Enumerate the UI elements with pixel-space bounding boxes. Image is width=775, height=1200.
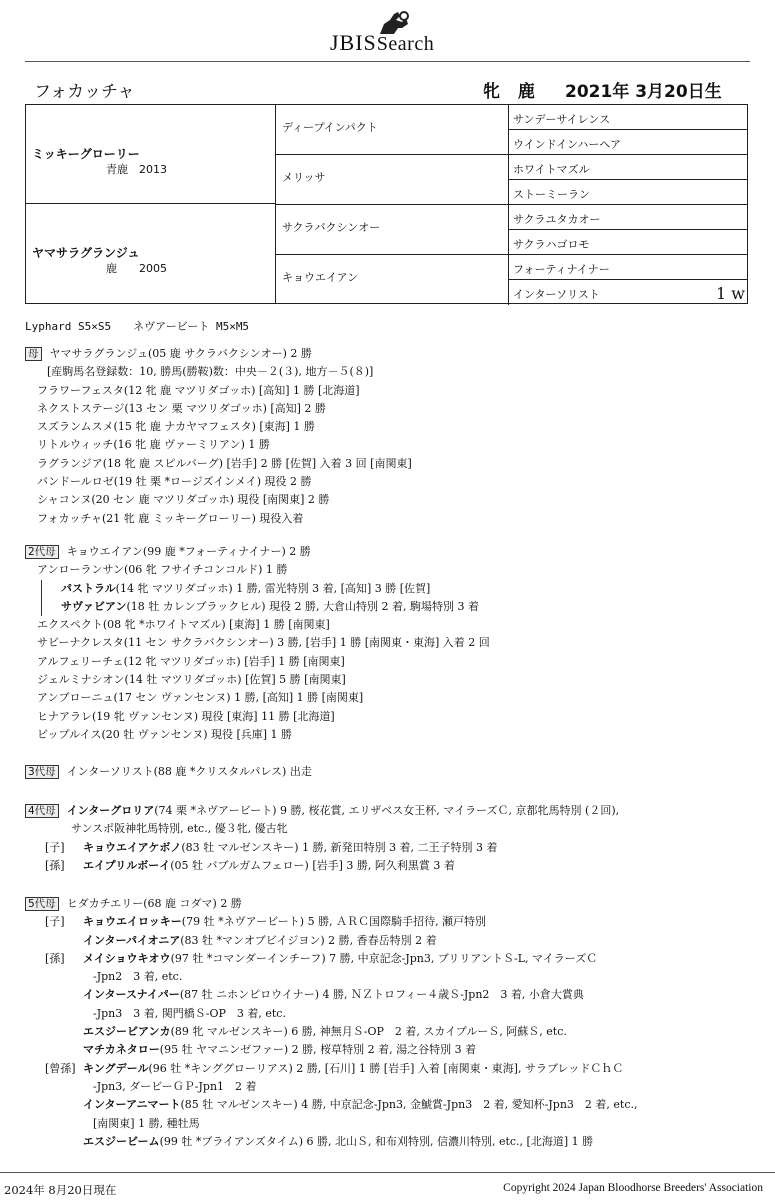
pedigree-dam-sire: サクラバクシンオー: [276, 205, 509, 255]
gen5-header: ヒダカチエリー(68 鹿 コダマ) 2 勝: [66, 897, 242, 910]
pedigree-g3-5: サクラユタカオー: [509, 205, 747, 230]
gen5-line-item: [25, 986, 638, 1004]
gen5-relation: [曾孫]: [45, 1061, 76, 1075]
dam-tag: 母: [25, 347, 42, 361]
gen4-section: [25, 802, 619, 875]
gen2-line-item: [25, 689, 490, 707]
gen2-line-text: エクスペクト(08 牝 *ホワイトマズル) [東海] 1 勝 [南関東]: [37, 618, 330, 632]
gen2-line-text: アンローランサン(06 牝 フサイチコンコルド) 1 勝: [37, 563, 288, 577]
gen5-horse-detail: (83 牡 *マンオブビイジヨン) 2 勝, 香春岳特別 2 着: [180, 933, 437, 947]
dam-info: 鹿 2005: [106, 262, 167, 275]
gen2-line-text: ヒナアラレ(19 牝 ヴァンセンヌ) 現役 [東海] 11 勝 [北海道]: [37, 709, 335, 723]
gen5-horse-detail: (85 牡 マルゼンスキー) 4 勝, 中京記念-Jpn3, 金鯱賞-Jpn3 2 着, 愛知杯-Jpn3 2 着, etc.,: [180, 1098, 638, 1112]
gen2-line-text: サビーナクレスタ(11 セン サクラバクシンオー) 3 勝, [岩手] 1 勝 [南関東・東海] 入着 2 回: [37, 636, 490, 650]
gen5-horse-name: キングデール: [83, 1061, 149, 1075]
gen2-line-item: [25, 708, 490, 726]
dam-foal-item: スズランムスメ(15 牝 鹿 ナカヤマフェスタ) [東海] 1 勝: [37, 420, 315, 434]
pedigree-g3-2: ウインドインハーヘア: [509, 130, 747, 155]
gen5-line-item: [25, 1023, 638, 1041]
pedigree-g3-7: フォーティナイナー: [509, 255, 747, 280]
pedigree-g3-6: サクラハゴロモ: [509, 230, 747, 255]
gen5-horse-detail: (96 牡 *キンググローリアス) 2 勝, [石川] 1 勝 [岩手] 入着 [南関東・東海], サラブレッドＣｈＣ: [148, 1061, 624, 1075]
gen4-tag: 4代母: [25, 804, 59, 818]
dam-foal-item: フラワーフェスタ(12 牝 鹿 マツリダゴッホ) [高知] 1 勝 [北海道]: [37, 383, 360, 397]
dam-foal-item: バンドールロゼ(19 牡 栗 *ロージズインメイ) 現役 2 勝: [37, 475, 312, 489]
gen5-line-cont: -Jpn3 3 着, 関門橋Ｓ-OP 3 着, etc.: [93, 1006, 286, 1020]
gen5-section: [25, 895, 638, 1151]
gen4-horse-detail: (05 牡 バブルガムフェロー) [岩手] 3 勝, 阿久利黒賞 3 着: [170, 858, 455, 872]
gen2-line-text: アルフェリーチェ(12 牝 マツリダゴッホ) [岩手] 1 勝 [南関東]: [37, 654, 345, 668]
gen5-horse-detail: (87 牡 ニホンピロウイナー) 4 勝, ＮＺトロフィー４歳Ｓ-Jpn2 3 着, 小倉大賞典: [179, 988, 584, 1002]
gen4-header-cont: サンスポ阪神牝馬特別, etc., 優３牝, 優古牝: [71, 822, 288, 836]
gen3-section: [25, 763, 312, 781]
gen5-horse-detail: (89 牝 マルゼンスキー) 6 勝, 神無月Ｓ-OP 2 着, スカイブルーＳ, 阿蘇Ｓ, etc.: [170, 1025, 567, 1039]
gen2-tag: 2代母: [25, 545, 59, 559]
gen5-line-item: [25, 932, 638, 950]
gen5-horse-name: メイショウキオウ: [83, 951, 171, 965]
dam-foal-item: シャコンヌ(20 セン 鹿 マツリダゴッホ) 現役 [南関東] 2 勝: [37, 493, 330, 507]
dam-foal-item: ラグランジア(18 牝 鹿 スピルバーグ) [岩手] 2 勝 [佐賀] 入着 3 回 [南関東]: [37, 456, 412, 470]
gen3-header: インターソリスト(88 鹿 *クリスタルパレス) 出走: [66, 765, 312, 778]
dam-foal-item: リトルウィッチ(16 牝 鹿 ヴァーミリアン) 1 勝: [37, 438, 270, 452]
gen2-offspring-branch: [41, 580, 490, 598]
jbis-logo: [330, 8, 460, 54]
gen4-relation: [孫]: [45, 858, 65, 872]
gen2-line-item: [25, 634, 490, 652]
header-divider: [25, 61, 750, 62]
gen4-relation: [子]: [45, 840, 65, 854]
gen4-line-item: [25, 857, 619, 875]
gen5-horse-name: キョウエイロッキー: [83, 915, 182, 929]
gen2-line-item: [25, 580, 490, 598]
gen2-line-item: [25, 653, 490, 671]
dam-header: ヤマサラグランジュ(05 鹿 サクラバクシンオー) 2 勝: [49, 347, 312, 360]
gen2-line-text: ジェルミナシオン(14 牡 マツリダゴッホ) [佐賀] 5 勝 [南関東]: [37, 673, 346, 687]
gen5-line-cont: -Jpn2 3 着, etc.: [93, 970, 183, 984]
gen2-line-item: [25, 561, 490, 579]
gen3-tag: 3代母: [25, 765, 59, 779]
gen2-line-item: [25, 616, 490, 634]
gen5-horse-name: エスジービーム: [83, 1134, 160, 1148]
gen5-horse-name: インターパイオニア: [83, 933, 181, 947]
gen5-horse-detail: (99 牡 *ブライアンズタイム) 6 勝, 北山Ｓ, 和布刈特別, 信濃川特別, etc., [北海道] 1 勝: [159, 1134, 594, 1148]
gen5-tag: 5代母: [25, 897, 59, 911]
gen5-line-item: [25, 1005, 638, 1023]
horse-birth-date: 2021年 3月20日生: [565, 82, 722, 102]
pedigree-g3-1: サンデーサイレンス: [509, 105, 747, 130]
gen5-horse-name: エスジービアンカ: [83, 1025, 171, 1039]
gen2-offspring-branch: [41, 598, 490, 616]
sire-name: ミッキーグローリー: [32, 147, 140, 161]
gen5-horse-name: インタースナイパー: [83, 988, 180, 1002]
gen4-horse-detail: (83 牡 マルゼンスキー) 1 勝, 新発田特別 3 着, 二王子特別 3 着: [181, 840, 498, 854]
gen4-lines: [25, 839, 619, 876]
gen2-header: キョウエイアン(99 鹿 *フォーティナイナー) 2 勝: [66, 545, 311, 558]
pedigree-g3-4: ストーミーラン: [509, 180, 747, 205]
gen5-horse-detail: (97 牡 *コマンダーインチーフ) 7 勝, 中京記念-Jpn3, ブリリアントＳ-L, マイラーズＣ: [170, 951, 598, 965]
gen2-lines: [25, 561, 490, 744]
gen2-line-item: [25, 671, 490, 689]
pedigree-g3-8-name: インターソリスト: [513, 288, 600, 301]
gen5-horse-detail: (95 牡 ヤマニンゼファー) 2 勝, 桜草特別 2 着, 湯之谷特別 3 着: [159, 1043, 477, 1057]
logo-suffix: Search: [376, 33, 435, 55]
gen5-horse-name: インターアニマート: [83, 1098, 181, 1112]
footer-date: 2024年 8月20日現在: [4, 1183, 117, 1197]
pedigree-dam: [26, 204, 276, 303]
dam-foal-item: ネクストステージ(13 セン 栗 マツリダゴッホ) [高知] 2 勝: [37, 401, 326, 415]
gen2-line-text: ビップルイス(20 牡 ヴァンセンヌ) 現役 [兵庫] 1 勝: [37, 727, 293, 741]
gen4-header-name: インターグロリア: [66, 804, 155, 817]
gen5-line-item: [25, 1078, 638, 1096]
logo-brand: JBIS: [330, 30, 377, 55]
gen2-section: [25, 543, 490, 744]
gen5-line-item: [25, 913, 638, 931]
gen2-offspring-name: サヴァビアン: [61, 599, 127, 613]
footer-divider: [0, 1172, 775, 1173]
pedigree-dam-dam: キョウエイアン: [276, 255, 509, 305]
gen5-line-item: [25, 1133, 638, 1151]
pedigree-sire-sire: ディープインパクト: [276, 105, 509, 155]
gen4-line-item: [25, 839, 619, 857]
footer-copyright: Copyright 2024 Japan Bloodhorse Breeders' Association: [503, 1182, 763, 1194]
gen5-lines: [25, 913, 638, 1151]
pedigree-table: [25, 104, 748, 304]
gen4-horse-name: キョウエイアケボノ: [83, 840, 182, 854]
gen2-offspring-name: パストラル: [61, 581, 116, 595]
gen5-line-cont: [南関東] 1 勝, 種牡馬: [93, 1116, 200, 1130]
gen2-line-item: [25, 598, 490, 616]
pedigree-sire: [26, 105, 276, 204]
gen5-horse-name: マチカネタロー: [83, 1043, 160, 1057]
gen4-header-rest: (74 栗 *ネヴアービート) 9 勝, 桜花賞, エリザベス女王杯, マイラーズＣ, 京都牝馬特別 (２回),: [154, 804, 620, 817]
gen5-line-item: [25, 950, 638, 968]
gen5-line-cont: -Jpn3, ダービーＧＰ-Jpn1 2 着: [93, 1079, 257, 1093]
gen5-relation: [孫]: [45, 951, 65, 965]
gen2-line-text: アンブローニュ(17 セン ヴァンセンヌ) 1 勝, [高知] 1 勝 [南関東]: [37, 691, 364, 705]
horse-sex-color: 牝 鹿: [483, 82, 541, 102]
family-number: 1 w: [716, 284, 745, 303]
dam-foals-list: [25, 382, 412, 528]
horse-name: フォカッチャ: [34, 82, 135, 102]
gen2-offspring-detail: (18 牡 カレンブラックヒル) 現役 2 勝, 大倉山特別 2 着, 駒場特別 3 着: [126, 599, 479, 613]
dam-name: ヤマサラグランジュ: [32, 246, 140, 260]
gen5-line-item: [25, 1060, 638, 1078]
gen2-offspring-detail: (14 牝 マツリダゴッホ) 1 勝, 雷光特別 3 着, [高知] 3 勝 [佐賀]: [115, 581, 431, 595]
sire-info: 青鹿 2013: [106, 163, 167, 176]
gen4-horse-name: エイプリルボーイ: [83, 858, 171, 872]
gen5-relation: [子]: [45, 915, 65, 929]
pedigree-sire-dam: メリッサ: [276, 155, 509, 205]
pedigree-g3-8: [509, 280, 747, 305]
dam-registry: [産駒馬名登録数：10, 勝馬(勝鞍)数：中央－２(３), 地方－５(８)]: [47, 365, 374, 379]
dam-section: [25, 345, 412, 528]
gen5-line-item: [25, 1096, 638, 1114]
gen5-line-item: [25, 968, 638, 986]
gen5-horse-detail: (79 牡 *ネヴアービート) 5 勝, ＡＲＣ国際騎手招待, 瀬戸特別: [181, 915, 487, 929]
pedigree-g3-3: ホワイトマズル: [509, 155, 747, 180]
gen5-line-item: [25, 1115, 638, 1133]
gen5-line-item: [25, 1041, 638, 1059]
dam-foal-item: フォカッチャ(21 牝 鹿 ミッキーグローリー) 現役入着: [37, 511, 304, 525]
gen2-line-item: [25, 726, 490, 744]
inbreeding-line: Lyphard S5×S5 ネヴアービート M5×M5: [25, 320, 250, 333]
